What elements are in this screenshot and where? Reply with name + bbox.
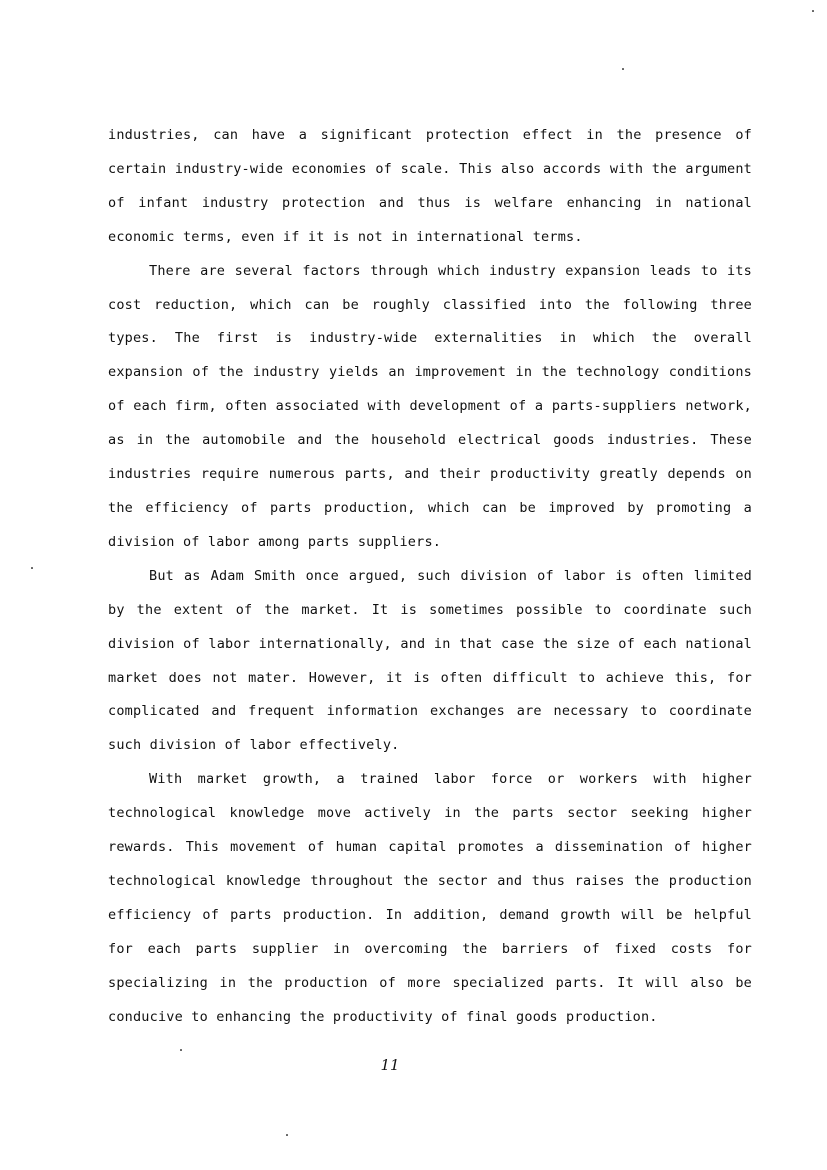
scan-speck [286, 1134, 288, 1136]
paragraph-1: industries, can have a significant protection effect in the presence of certain industry-wide economies of scale. This also accords with the argument of infant industry protection and thus is welfare enhancing in national economic terms, even if it is not in international terms. [108, 127, 752, 245]
paragraph-3: But as Adam Smith once argued, such division of labor is often limited by the extent of the market. It is sometimes possible to coordinate such division of labor internationally, and in that case the size of each national market does not mater. However, it is often difficult to achieve this, for complicated and frequent information exchanges are necessary to coordinate such division of labor effectively. [108, 567, 752, 754]
scan-speck [812, 10, 814, 12]
paragraph-4: With market growth, a trained labor force or workers with higher technological knowledge move actively in the parts sector seeking higher rewards. This movement of human capital promotes a dissemination of higher technological knowledge throughout the sector and thus raises the production efficiency of parts production. In addition, demand growth will be helpful for each parts supplier in overcoming the barriers of fixed costs for specializing in the production of more specialized parts. It will also be conducive to enhancing the productivity of final goods production. [108, 771, 752, 1025]
page-number: 11 [380, 1056, 400, 1074]
scan-speck [622, 68, 624, 70]
scan-speck [180, 1049, 182, 1051]
scan-speck [31, 567, 33, 569]
body-text [108, 119, 752, 1034]
paragraph-2: There are several factors through which industry expansion leads to its cost reduction, which can be roughly classified into the following three types. The first is industry-wide externalities in which the overall expansion of the industry yields an improvement in the technology conditions of each firm, often associated with development of a parts-suppliers network, as in the automobile and the household electrical goods industries. These industries require numerous parts, and their productivity greatly depends on the efficiency of parts production, which can be improved by promoting a division of labor among parts suppliers. [108, 262, 752, 550]
